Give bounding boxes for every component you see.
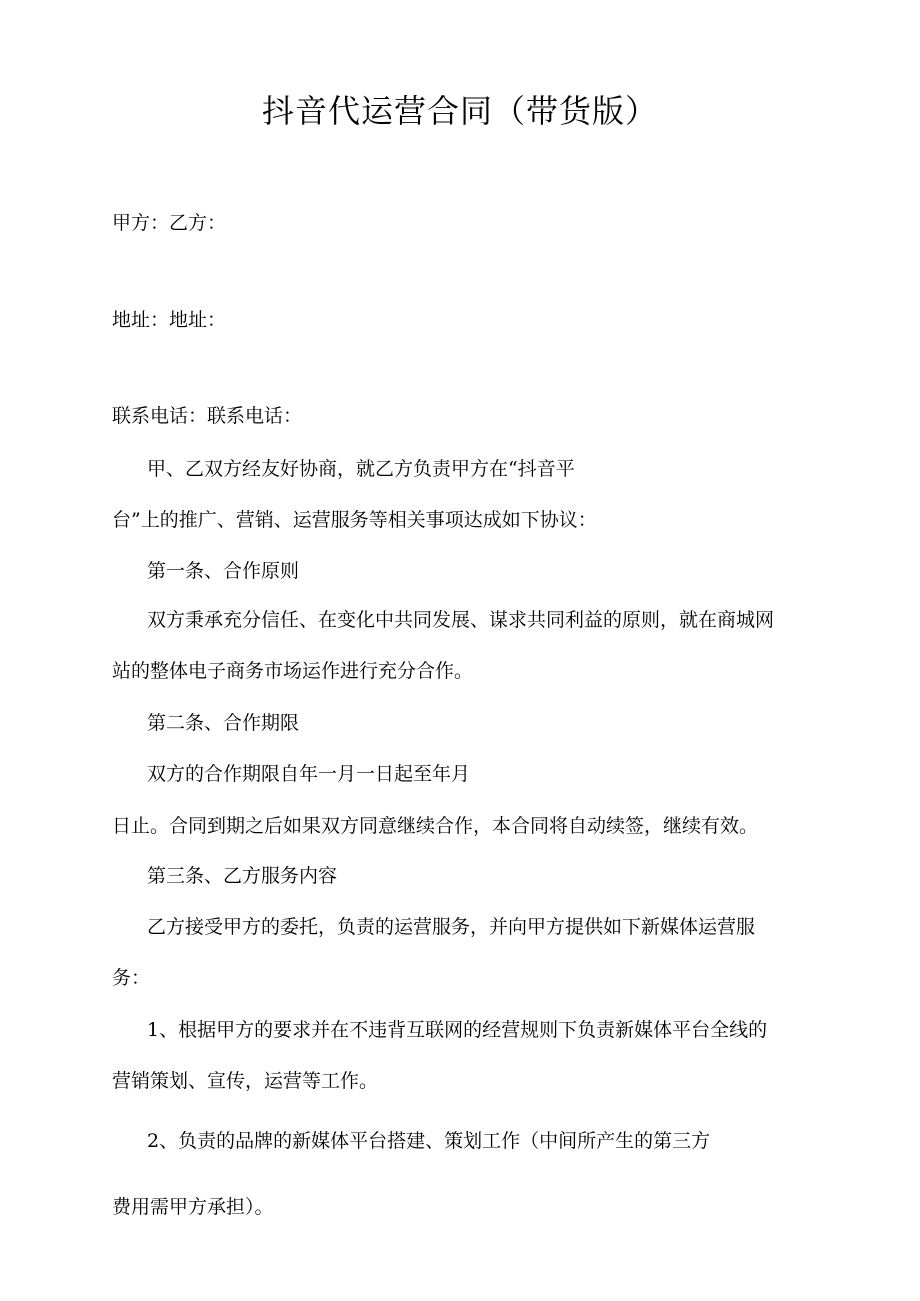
address-line: 地址：地址： (112, 309, 227, 331)
phone-line: 联系电话：联系电话： (112, 405, 303, 427)
intro-line-1: 甲、乙双方经友好协商，就乙方负责甲方在“抖音平 (147, 458, 575, 480)
article-3-item-1-line-1: 1、根据甲方的要求并在不违背互联网的经营规则下负责新媒体平台全线的 (147, 1019, 768, 1041)
article-3-item-2-line-2: 费用需甲方承担）。 (112, 1196, 274, 1218)
article-2-line-2: 日止。合同到期之后如果双方同意继续合作，本合同将自动续签，继续有效。 (112, 815, 759, 837)
article-2-heading: 第二条、合作期限 (147, 712, 300, 734)
intro-line-2: 台”上的推广、营销、运营服务等相关事项达成如下协议： (112, 509, 597, 531)
party-line: 甲方：乙方： (112, 212, 227, 234)
article-1-line-2: 站的整体电子商务市场运作进行充分合作。 (112, 660, 474, 682)
article-3-item-2-line-1: 2、负责的品牌的新媒体平台搭建、策划工作（中间所产生的第三方 (147, 1130, 711, 1152)
article-3-item-1-line-2: 营销策划、宣传，运营等工作。 (112, 1070, 379, 1092)
article-2-line-1: 双方的合作期限自年一月一日起至年月 (147, 763, 471, 785)
article-3-heading: 第三条、乙方服务内容 (147, 865, 338, 887)
article-1-line-1: 双方秉承充分信任、在变化中共同发展、谋求共同利益的原则，就在商城网 (147, 609, 775, 631)
article-3-line-2: 务： (112, 967, 151, 989)
article-3-line-1: 乙方接受甲方的委托，负责的运营服务，并向甲方提供如下新媒体运营服 (147, 916, 756, 938)
article-1-heading: 第一条、合作原则 (147, 560, 300, 582)
document-title: 抖音代运营合同（带货版） (261, 92, 658, 130)
